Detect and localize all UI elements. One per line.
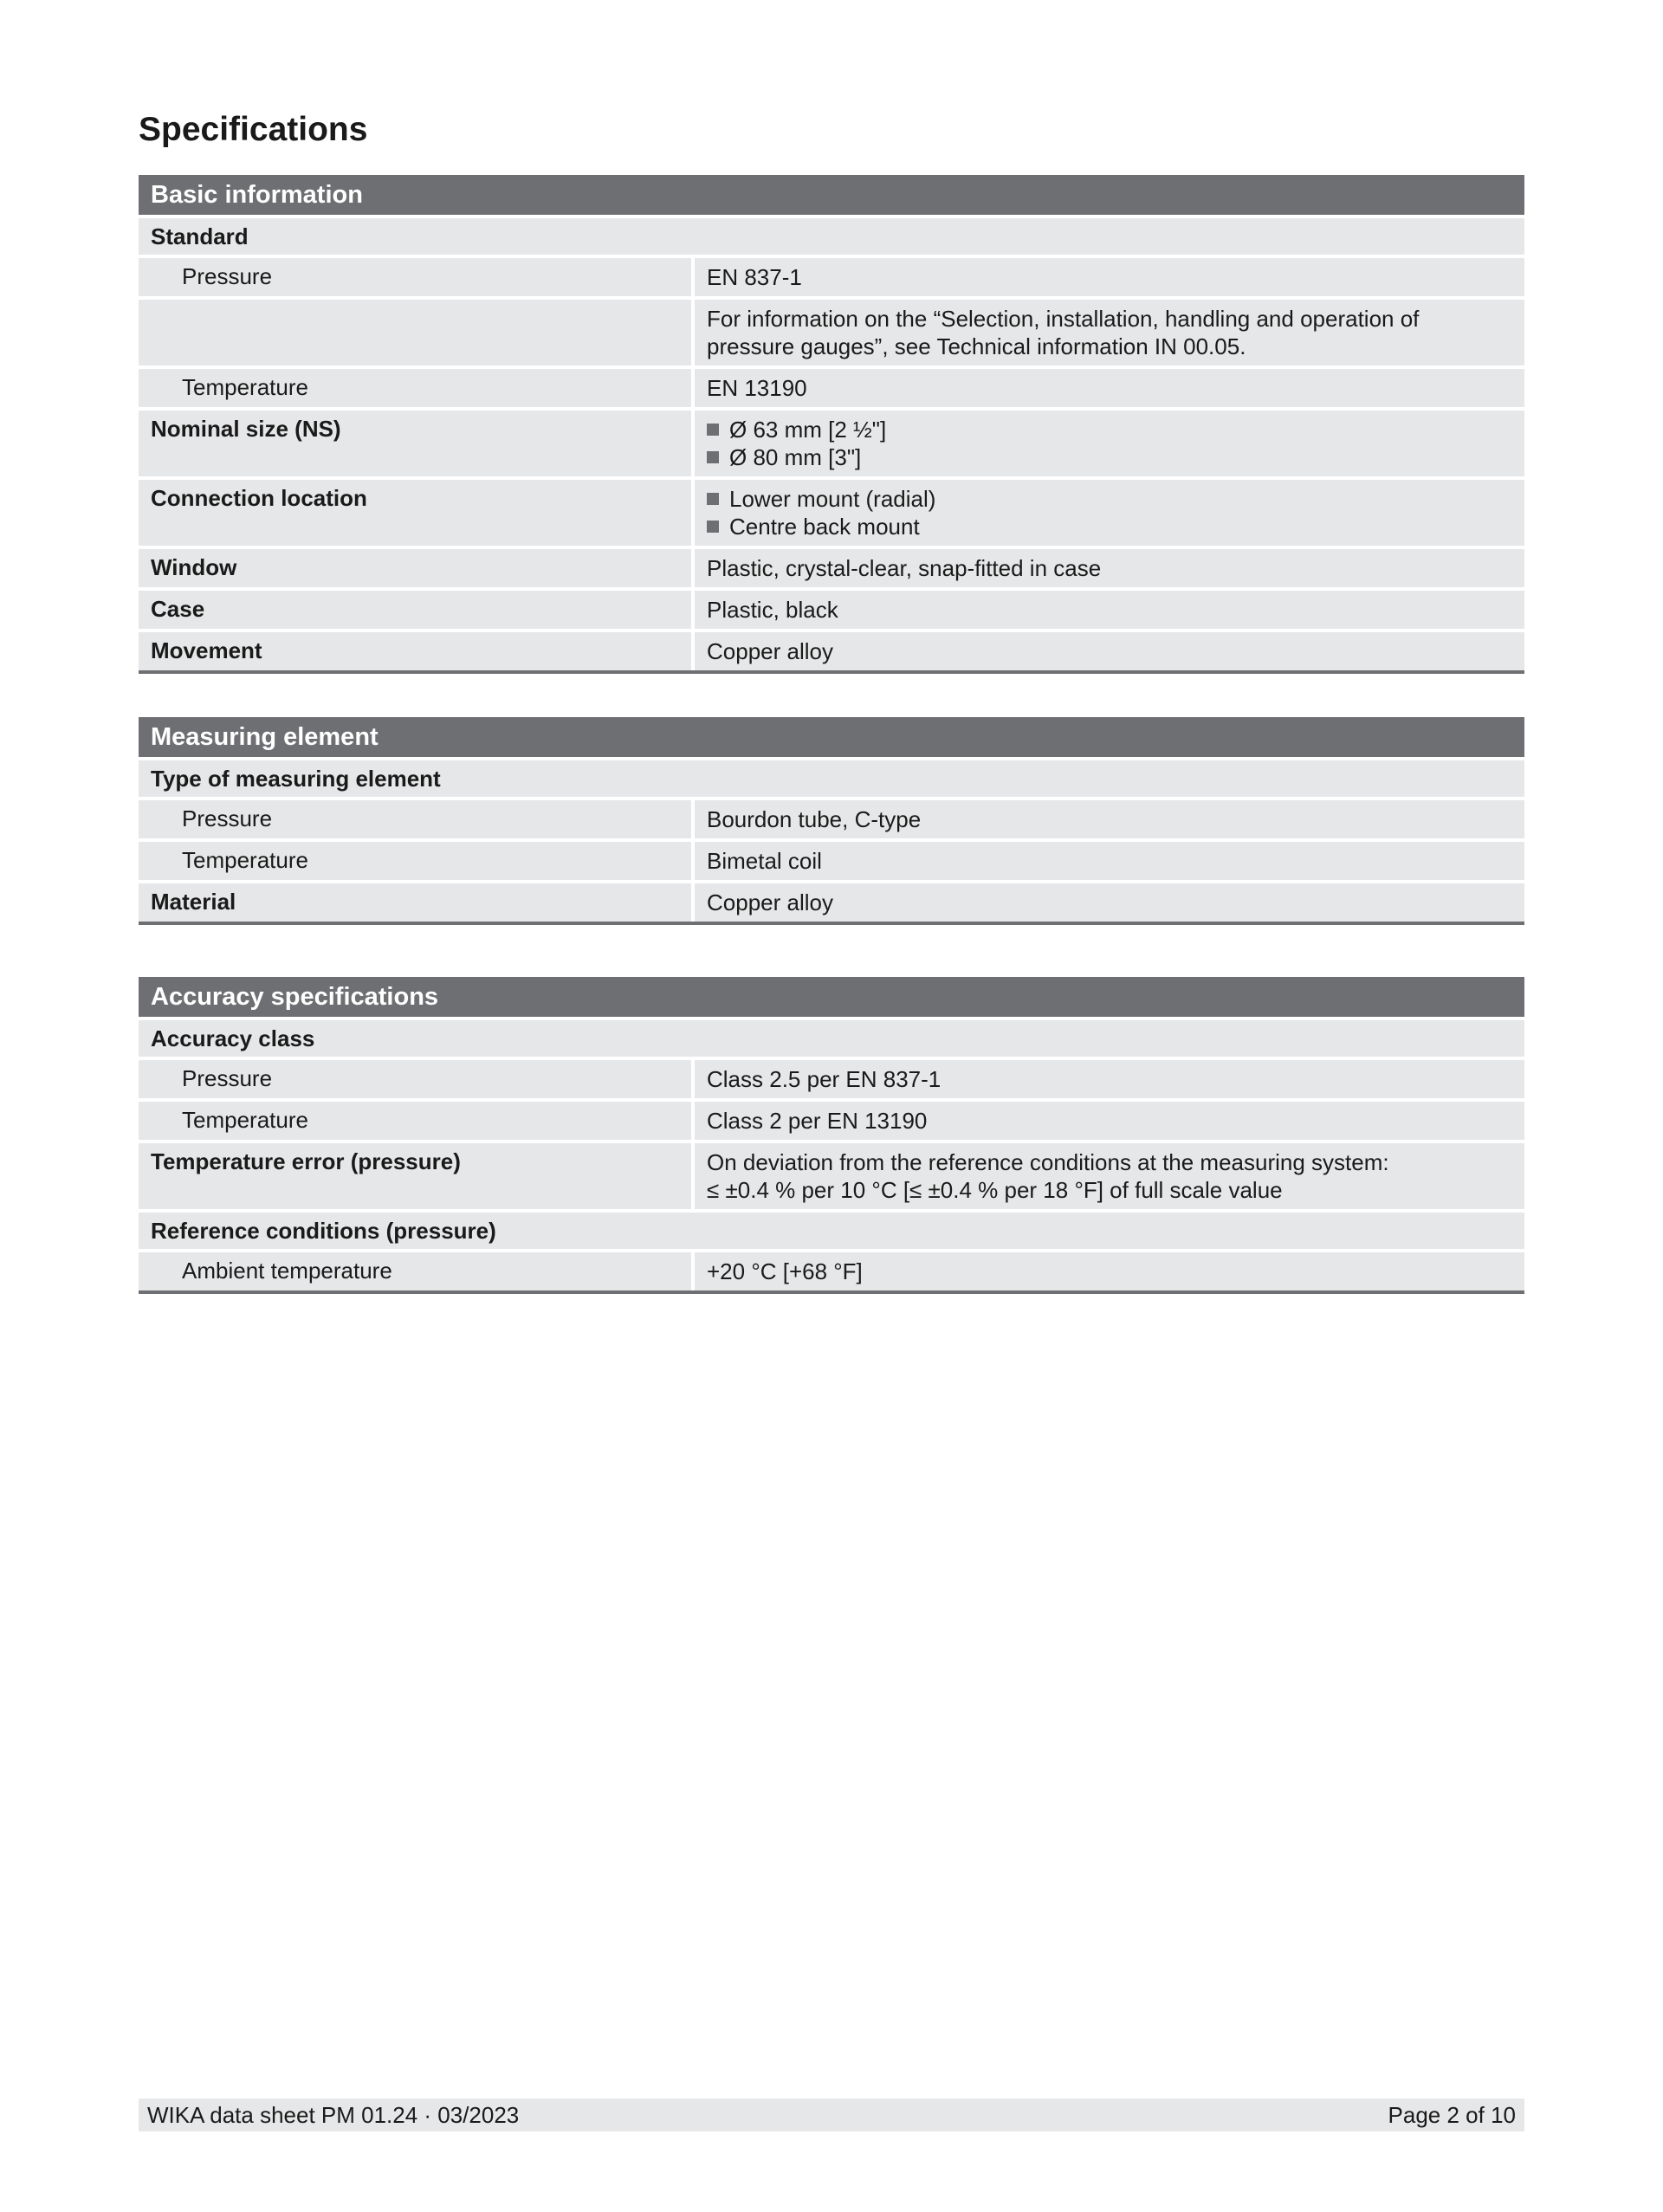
row-label: Temperature error (pressure) [139,1143,691,1209]
row-label: Pressure [139,1060,691,1098]
table-row [139,1213,1524,1249]
row-value: Bourdon tube, C-type [695,800,1524,838]
list-item: Lower mount (radial) [707,485,1512,513]
row-label: Reference conditions (pressure) [139,1213,1524,1249]
row-value: +20 °C [+68 °F] [695,1252,1524,1290]
row-label: Connection location [139,480,691,546]
table-row [139,760,1524,797]
row-value: Copper alloy [695,883,1524,922]
row-value: For information on the “Selection, installation, handling and operation of pressure gauges”, see Technical information IN 00.05. [695,300,1524,365]
table-row [139,1020,1524,1057]
row-label: Type of measuring element [139,760,1524,797]
page-title: Specifications [139,111,368,148]
table-row [139,300,1524,365]
row-label: Temperature [139,369,691,407]
row-label [139,300,691,365]
row-value: Plastic, black [695,591,1524,629]
row-label: Case [139,591,691,629]
row-label: Material [139,883,691,922]
section-header: Basic information [139,175,1524,215]
row-label: Temperature [139,842,691,880]
row-label: Nominal size (NS) [139,411,691,476]
row-label: Pressure [139,258,691,296]
row-value: Copper alloy [695,632,1524,670]
row-value: EN 837-1 [695,258,1524,296]
list-item: Ø 63 mm [2 ½"] [707,416,1512,443]
table-row [139,591,1524,629]
row-value: EN 13190 [695,369,1524,407]
table-row [139,1143,1524,1209]
footer-page-number: Page 2 of 10 [1388,2102,1516,2128]
row-label: Temperature [139,1102,691,1140]
measuring-element-table [139,717,1524,925]
footer-document-ref: WIKA data sheet PM 01.24 · 03/2023 [147,2102,520,2128]
basic-information-table [139,175,1524,674]
row-label: Ambient temperature [139,1252,691,1290]
row-value [695,480,1524,546]
table-row [139,800,1524,838]
table-row [139,842,1524,880]
row-label: Movement [139,632,691,670]
row-label: Standard [139,218,1524,255]
list-item: Ø 80 mm [3"] [707,443,1512,471]
list-item: Centre back mount [707,513,1512,540]
row-label: Window [139,549,691,587]
row-label: Pressure [139,800,691,838]
table-row [139,1252,1524,1290]
section-header: Measuring element [139,717,1524,757]
row-label: Accuracy class [139,1020,1524,1057]
accuracy-specifications-table [139,977,1524,1294]
table-row [139,1060,1524,1098]
table-row [139,1102,1524,1140]
table-row [139,549,1524,587]
row-value: Class 2 per EN 13190 [695,1102,1524,1140]
square-bullet-icon [707,424,719,436]
table-row [139,369,1524,407]
row-value: Plastic, crystal-clear, snap-fitted in case [695,549,1524,587]
table-row [139,258,1524,296]
row-value [695,411,1524,476]
table-row [139,411,1524,476]
section-header: Accuracy specifications [139,977,1524,1017]
table-row [139,218,1524,255]
table-row [139,480,1524,546]
table-row [139,632,1524,670]
row-value: On deviation from the reference conditions at the measuring system: ≤ ±0.4 % per 10 °C [≤ ±0.4 % per 18 °F] of full scale value [695,1143,1524,1209]
row-value: Bimetal coil [695,842,1524,880]
row-value: Class 2.5 per EN 837-1 [695,1060,1524,1098]
page-footer [139,2099,1524,2131]
table-row [139,883,1524,922]
square-bullet-icon [707,521,719,533]
square-bullet-icon [707,493,719,505]
square-bullet-icon [707,451,719,463]
